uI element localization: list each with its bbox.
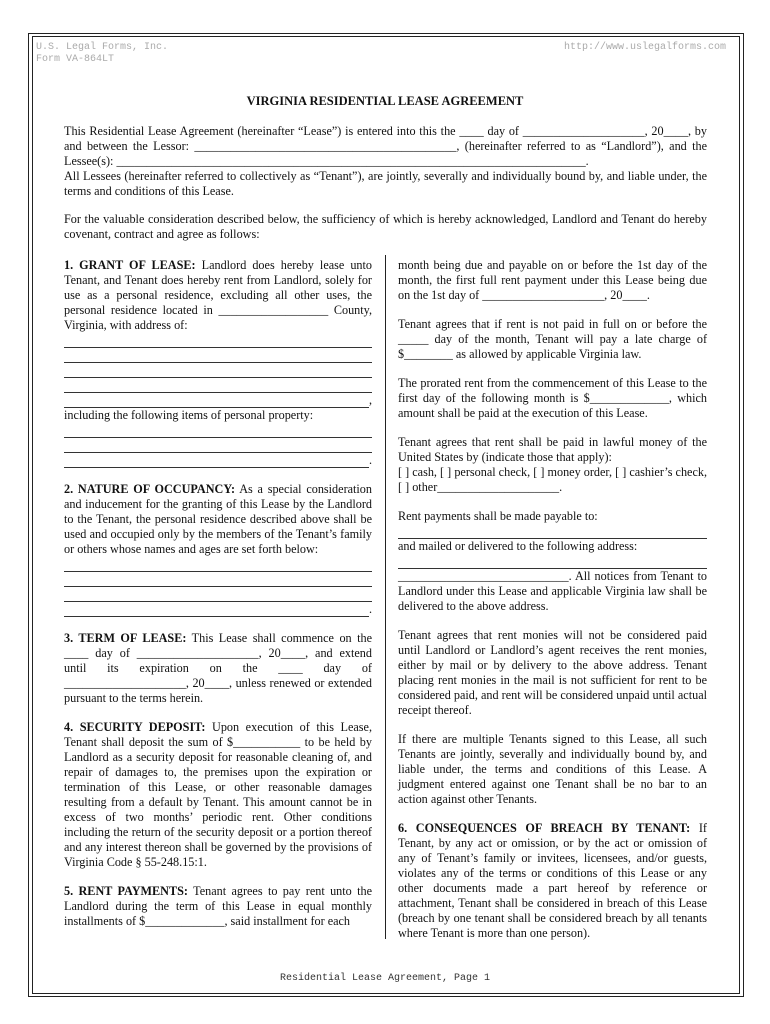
mailing-address-line	[398, 554, 707, 569]
right-column	[398, 258, 707, 941]
payable-to-label: Rent payments shall be made payable to:	[398, 509, 598, 523]
section-4-text: Upon execution of this Lease, Tenant shall deposit the sum of $___________ to be held by Landlord as a security deposit for reasonable cleaning of, and repair of damages to, the premises upon the expiration or termination of this Lease, or other reasonable damages resulting from a default by Tenant. This amount cannot be in excess of two months’ periodic rent. Other conditions including the return of the security deposit or a portion thereof and any interest thereon shall be governed by the provisions of Virginia Code § 55-248.15:1.	[64, 720, 372, 869]
mailing-address-label: and mailed or delivered to the following address:	[398, 539, 638, 553]
property-line	[64, 438, 372, 453]
document-title: VIRGINIA RESIDENTIAL LEASE AGREEMENT	[246, 94, 524, 108]
section-rent-payments	[64, 884, 372, 929]
section-6-heading: 6. CONSEQUENCES OF BREACH BY TENANT:	[398, 821, 691, 835]
header-url[interactable]: http://www.uslegalforms.com	[563, 42, 726, 53]
section-consequences-of-breach	[398, 821, 707, 941]
payee-line	[398, 524, 707, 539]
occupant-line	[64, 557, 372, 572]
occupant-line	[64, 572, 372, 587]
late-charge: Tenant agrees that if rent is not paid in full on or before the _____ day of the month, Tenant will pay a late charge of $________ as allowed by applicable Virginia law.	[398, 317, 707, 361]
left-column	[64, 258, 372, 929]
page-footer: Residential Lease Agreement, Page 1	[279, 973, 491, 984]
prorated-rent: The prorated rent from the commencement of this Lease to the first day of the following month is $_____________, which amount shall be paid at the execution of this Lease.	[398, 376, 707, 420]
multiple-tenants: If there are multiple Tenants signed to this Lease, all such Tenants are jointly, severally and individually bound by, and liable under, the terms and conditions of this Lease. A judgment entered against one Tenant shall be no bar to an action against other Tenants.	[398, 732, 707, 806]
occupant-line	[64, 587, 372, 602]
header-publisher-name: U.S. Legal Forms, Inc.	[36, 42, 169, 53]
section-4-heading: 4. SECURITY DEPOSIT:	[64, 720, 206, 734]
rent-due-date: month being due and payable on or before the 1st day of the month, the first full rent payment under this Lease being due on the 1st day of ____________________, 20____.	[398, 258, 707, 302]
header-form-number: Form VA-864LT	[36, 54, 115, 65]
intro-paragraph	[64, 124, 707, 199]
payment-method: Tenant agrees that rent shall be paid in lawful money of the United States by (indicate those that apply):	[398, 435, 707, 464]
section-5-text: Tenant agrees to pay rent unto the Landlord during the term of this Lease in equal monthly installments of $_____________, said installment for each	[64, 884, 372, 928]
occupant-line-final	[64, 602, 372, 617]
section-1-heading: 1. GRANT OF LEASE:	[64, 258, 196, 272]
section-3-text: This Lease shall commence on the ____ day of ____________________, 20____, and extend until its expiration on the ____ day of ____________________, 20____, unless renewed or extended pursuant to the terms herein.	[64, 631, 372, 705]
section-nature-of-occupancy	[64, 482, 372, 557]
address-comma: ,	[368, 393, 372, 407]
section-grant-of-lease	[64, 258, 372, 333]
consideration-paragraph: For the valuable consideration described below, the sufficiency of which is hereby acknowledged, Landlord and Tenant do hereby covenant, contract and agree as follows:	[64, 212, 707, 241]
section-2-text: As a special consideration and inducement for the granting of this Lease by the Landlord to the Tenant, the personal residence described above shall be used and occupied only by the members of the Tenant’s family or others whose names and ages are set forth below:	[64, 482, 372, 556]
notices-address: ____________________________. All notices from Tenant to Landlord under this Lease and applicable Virginia law shall be delivered to the above address.	[398, 569, 707, 613]
section-5-heading: 5. RENT PAYMENTS:	[64, 884, 188, 898]
address-line	[64, 378, 372, 393]
payment-method-options: [ ] cash, [ ] personal check, [ ] money order, [ ] cashier’s check, [ ] other____________________.	[398, 465, 707, 494]
property-line-final	[64, 453, 372, 468]
property-period: .	[368, 453, 372, 467]
address-line-final	[64, 393, 372, 408]
address-line	[64, 333, 372, 348]
header-publisher	[36, 42, 168, 66]
personal-property-label: including the following items of personal property:	[64, 408, 314, 422]
section-3-heading: 3. TERM OF LEASE:	[64, 631, 187, 645]
section-security-deposit	[64, 720, 372, 870]
property-line	[64, 423, 372, 438]
section-term-of-lease	[64, 631, 372, 706]
rent-receipt-terms: Tenant agrees that rent monies will not be considered paid until Landlord or Landlord’s agent receives the rent monies, either by mail or by delivery to the above address. Tenant placing rent monies in the mail is not sufficient for rent to be considered paid, and rent will be considered unpaid until actual receipt thereof.	[398, 628, 707, 717]
column-divider	[385, 255, 386, 939]
address-line	[64, 363, 372, 378]
section-1-text: Landlord does hereby lease unto Tenant, and Tenant does hereby rent from Landlord, solely for use as a personal residence, excluding all other uses, the personal residence located in __________________ County, Virginia, with address of:	[64, 258, 372, 332]
occupant-period: .	[368, 602, 372, 616]
intro-parties: This Residential Lease Agreement (hereinafter “Lease”) is entered into this the ____ day of ____________________, 20____, by and between the Lessor: ___________________________________________, (hereinafter referred to as “Landlord”), and the Lessee(s): _____________________________________________________________________________.	[64, 124, 707, 168]
intro-lessees: All Lessees (hereinafter referred to collectively as “Tenant”), are jointly, severally and individually bound by, and liable under, the terms and conditions of this Lease.	[64, 169, 707, 198]
section-6-text: If Tenant, by any act or omission, or by the act or omission of any of Tenant’s family or invitees, licensees, and/or guests, violates any of the terms or conditions of this Lease or any other documents made a part hereof by reference or attachment, Tenant shall be considered in breach of this Lease (breach by one tenant shall be considered breach by all tenants where Tenant is more than one person).	[398, 821, 707, 940]
section-2-heading: 2. NATURE OF OCCUPANCY:	[64, 482, 236, 496]
address-line	[64, 348, 372, 363]
